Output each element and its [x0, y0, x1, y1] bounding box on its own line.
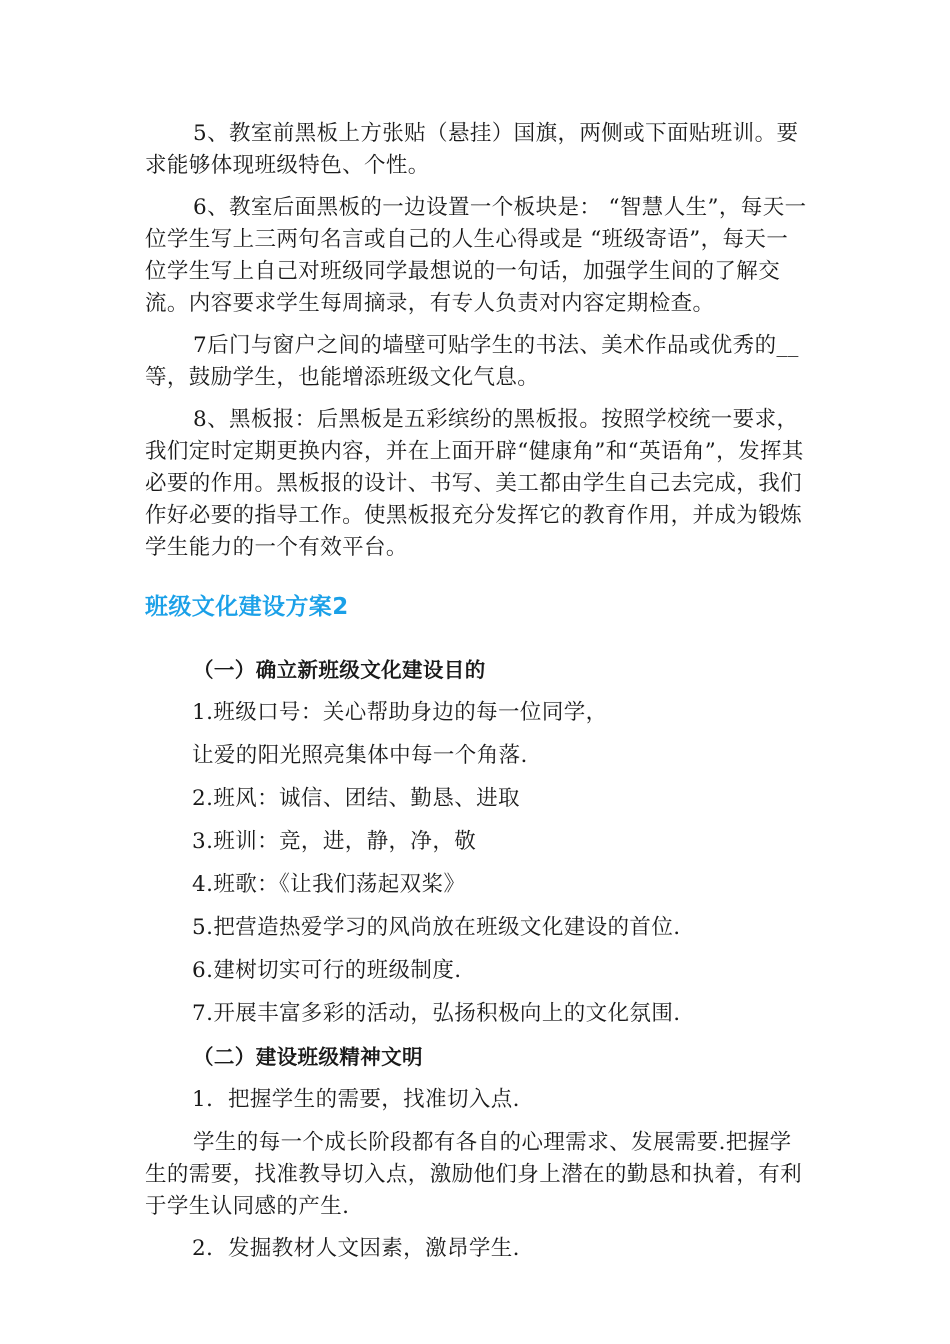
list-item: 3.班训：竞，进，静，净，敬	[192, 829, 477, 854]
list-item: 让爱的阳光照亮集体中每一个角落.	[192, 743, 528, 768]
subsection-heading-1: （一）确立新班级文化建设目的	[193, 658, 486, 682]
paragraph-needs: 学生的每一个成长阶段都有各自的心理需求、发展需要.把握学生的需要，找准教导切入点，激励他们身上潜在的勤恳和执着，有利于学生认同感的产生.	[145, 1130, 803, 1219]
list-item: 1.班级口号：关心帮助身边的每一位同学，	[192, 700, 608, 725]
paragraph-6: 6、教室后面黑板的一边设置一个板块是： “智慧人生”，每天一位学生写上三两句名言或自己的人生心得或是 “班级寄语”，每天一位学生写上自己对班级同学最想说的一句话，加强学生间的了解交流。内容要求学生每周摘录，有专人负责对内容定期检查。	[145, 195, 807, 316]
paragraph-8: 8、黑板报：后黑板是五彩缤纷的黑板报。按照学校统一要求，我们定时定期更换内容，并在上面开辟“健康角”和“英语角”，发挥其必要的作用。黑板报的设计、书写、美工都由学生自己去完成，我们作好必要的指导工作。使黑板报充分发挥它的教育作用，并成为锻炼学生能力的一个有效平台。	[145, 407, 804, 560]
paragraph-7: 7后门与窗户之间的墙壁可贴学生的书法、美术作品或优秀的__等，鼓励学生，也能增添班级文化气息。	[145, 333, 799, 390]
list-item: 6.建树切实可行的班级制度.	[192, 958, 462, 983]
paragraph-5: 5、教室前黑板上方张贴（悬挂）国旗，两侧或下面贴班训。要求能够体现班级特色、个性。	[145, 121, 799, 178]
subsection-heading-2: （二）建设班级精神文明	[193, 1045, 423, 1069]
list-item: 2.班风：诚信、团结、勤恳、进取	[192, 786, 520, 811]
section-heading: 班级文化建设方案2	[145, 594, 349, 620]
document-page	[145, 118, 810, 1276]
list-item: 2．发掘教材人文因素，激昂学生.	[192, 1236, 520, 1261]
list-item: 4.班歌：《让我们荡起双桨》	[192, 872, 466, 897]
list-item: 7.开展丰富多彩的活动，弘扬积极向上的文化氛围.	[192, 1001, 681, 1026]
list-item: 5.把营造热爱学习的风尚放在班级文化建设的首位.	[192, 915, 681, 940]
list-item: 1．把握学生的需要，找准切入点.	[192, 1087, 520, 1112]
